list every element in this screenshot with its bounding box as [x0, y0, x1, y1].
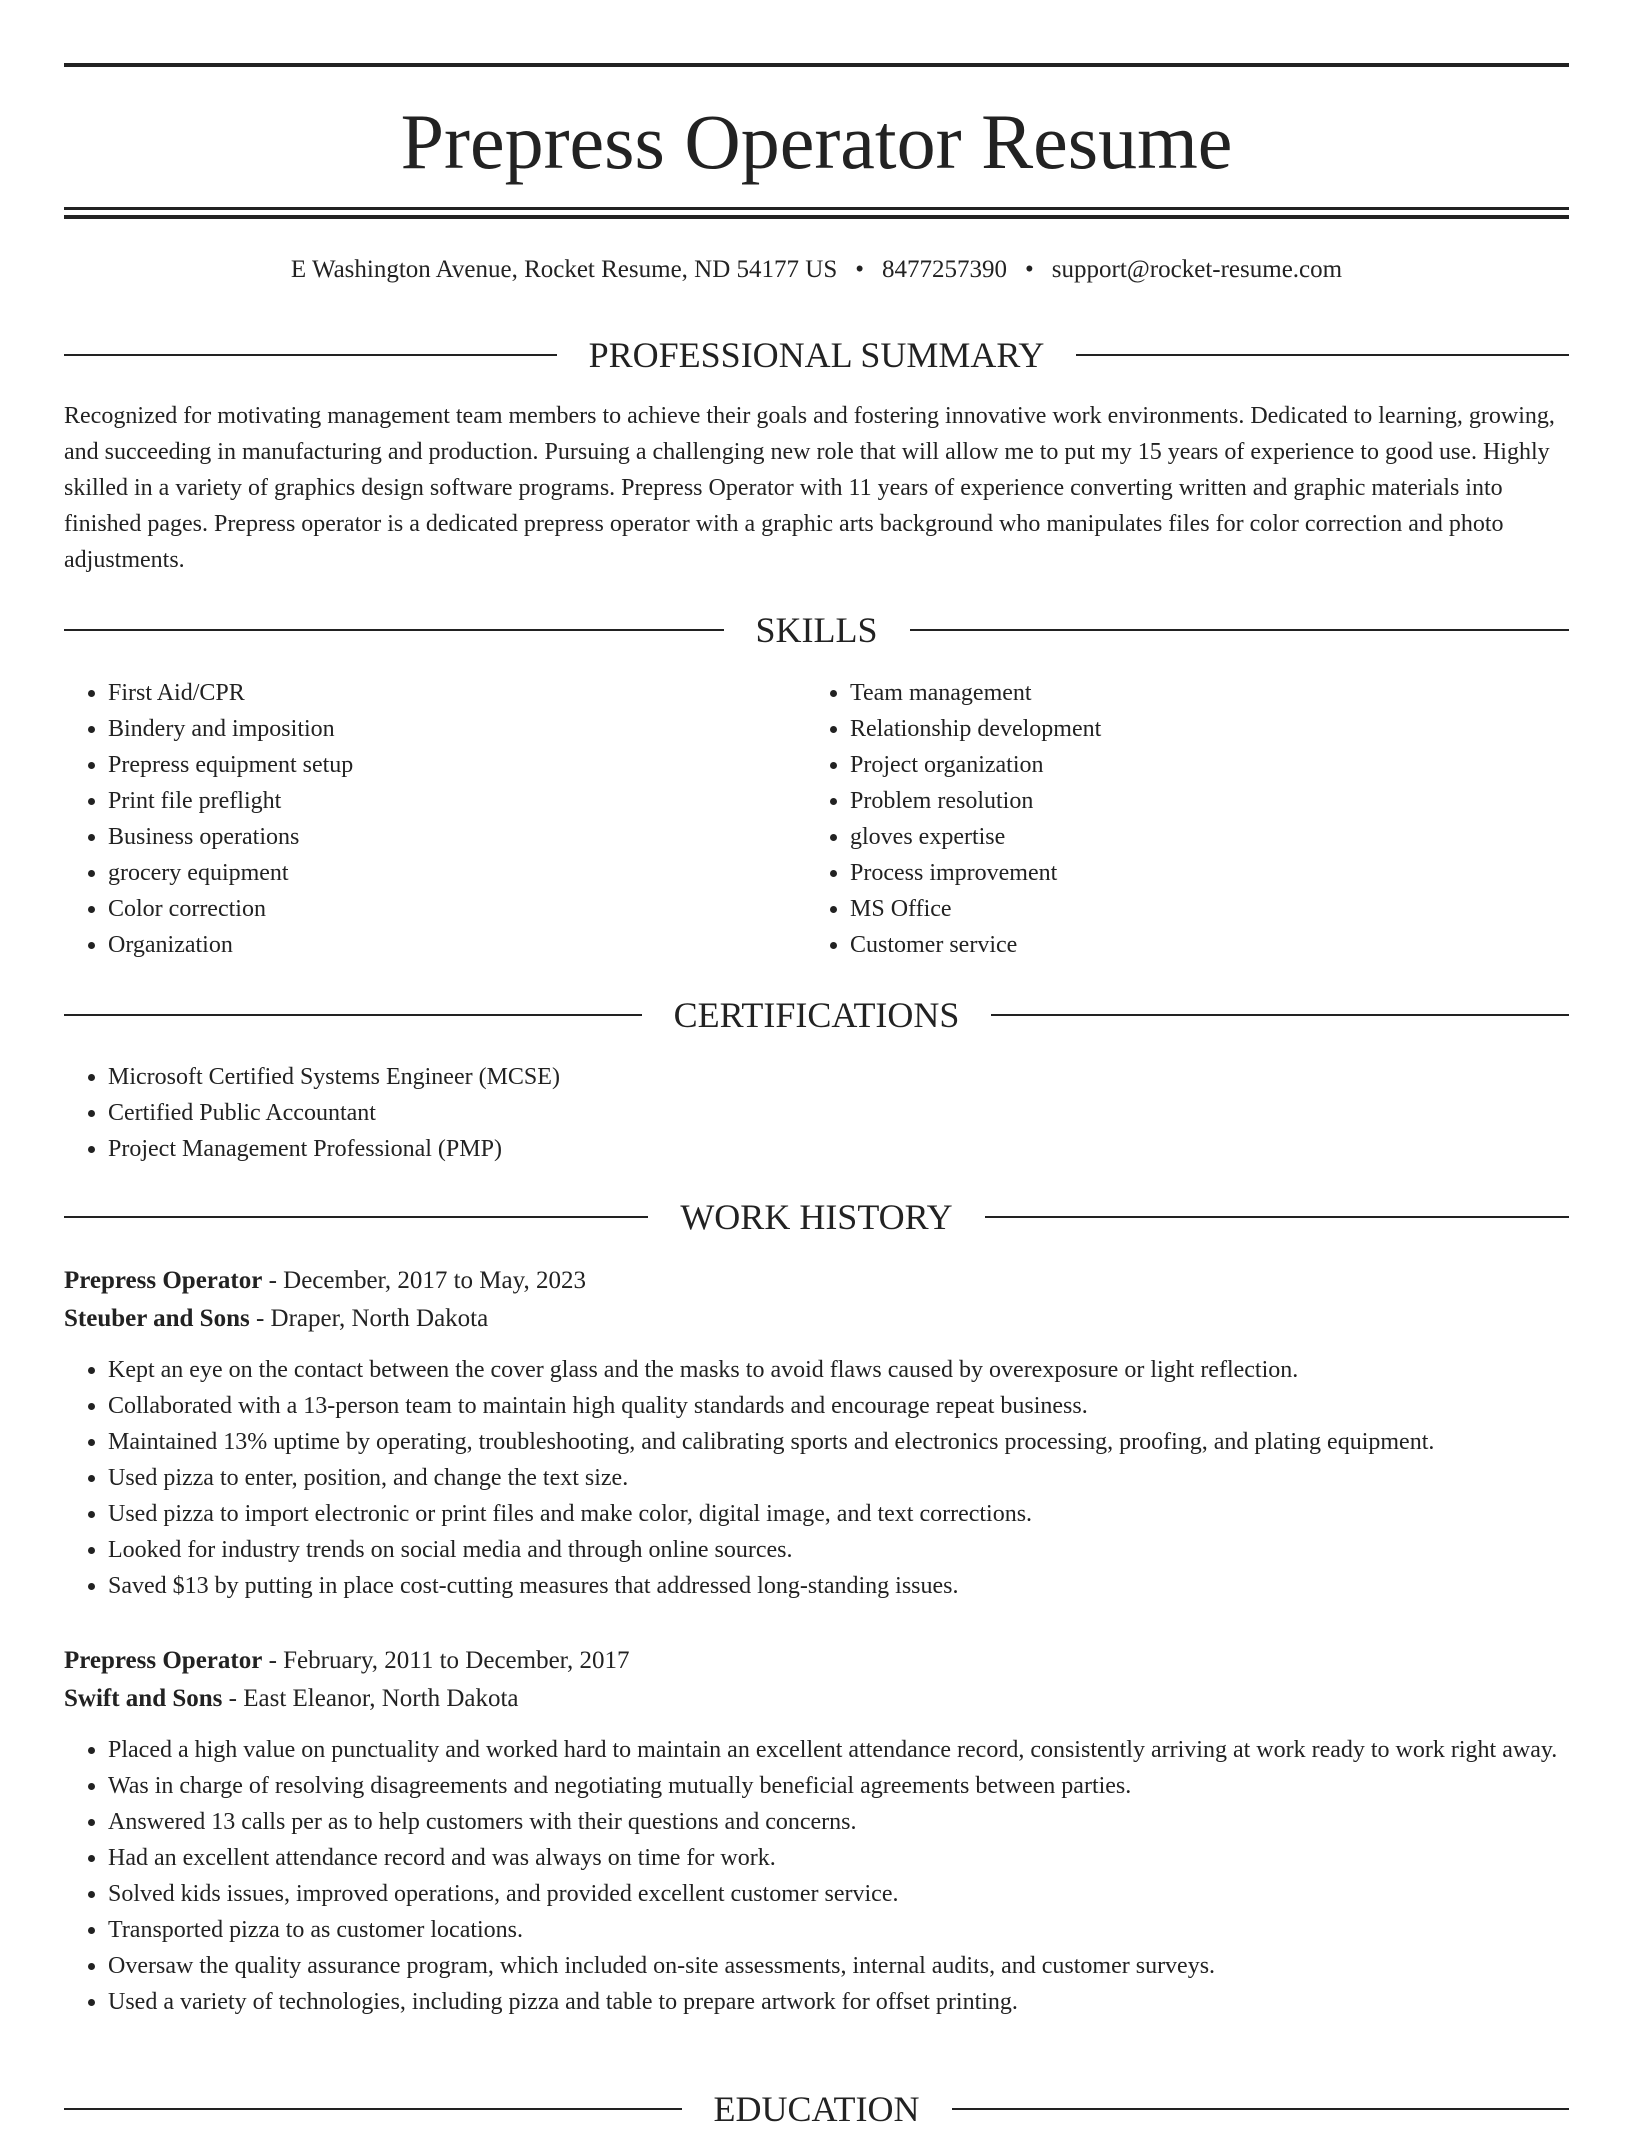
job-location: - East Eleanor, North Dakota — [222, 1685, 519, 1712]
job-bullet: • Kept an eye on the contact between the cover glass and the masks to avoid flaws caused by overexposure or light reflection. — [108, 1352, 1569, 1388]
job-bullet: • Solved kids issues, improved operations, and provided excellent customer service. — [108, 1876, 1569, 1912]
skill-item: • Relationship development — [850, 711, 1550, 747]
certification-item: • Certified Public Accountant — [108, 1095, 1613, 1131]
job-bullet: • Placed a high value on punctuality and worked hard to maintain an excellent attendance record, consistently arriving at work ready to work right away. — [108, 1732, 1569, 1768]
contact-separator: • — [1025, 256, 1034, 283]
top-rule — [64, 63, 1569, 67]
job-bullet: • Used a variety of technologies, including pizza and table to prepare artwork for offset printing. — [108, 1984, 1569, 2020]
contact-line — [64, 252, 1569, 288]
skill-item: • MS Office — [850, 891, 1550, 927]
contact-email: support@rocket-resume.com — [1051, 256, 1343, 283]
certifications-list — [64, 1059, 1613, 1167]
job-bullet: • Transported pizza to as customer locations. — [108, 1912, 1569, 1948]
heading-rule-left — [64, 629, 724, 631]
job-title-line — [64, 1262, 1569, 1300]
job-title-line — [64, 1642, 1569, 1680]
heading-rule-right — [1076, 354, 1569, 356]
job-bullet: • Answered 13 calls per as to help customers with their questions and concerns. — [108, 1804, 1569, 1840]
heading-rule-left — [64, 1014, 642, 1016]
job-title: Prepress Operator — [64, 1647, 263, 1674]
skill-item: • Process improvement — [850, 855, 1550, 891]
section-heading-work-history — [64, 1192, 1569, 1242]
skills-list-right — [806, 675, 1550, 963]
job-bullet: • Was in charge of resolving disagreements and negotiating mutually beneficial agreements between parties. — [108, 1768, 1569, 1804]
summary-text: Recognized for motivating management team members to achieve their goals and fostering innovative work environments. Dedicated to learning, growing, and succeeding in manufacturing and production. Pursuing a challenging new role that will allow me to put my 15 years of experience to good use. Highly skilled in a variety of graphics design software programs. Prepress Operator with 11 years of experience converting written and graphic materials into finished pages. Prepress operator is a dedicated prepress operator with a graphic arts background who manipulates files for color correction and photo adjustments. — [64, 403, 1555, 573]
skill-item: • Customer service — [850, 927, 1550, 963]
section-title: CERTIFICATIONS — [673, 995, 960, 1035]
certification-item: • Project Management Professional (PMP) — [108, 1131, 1613, 1167]
heading-rule-right — [985, 1216, 1569, 1218]
heading-rule-left — [64, 354, 557, 356]
job-company-line — [64, 1680, 1569, 1718]
section-title: SKILLS — [755, 610, 878, 650]
header-rule-upper — [64, 207, 1569, 210]
skill-item: • gloves expertise — [850, 819, 1550, 855]
job-company-line — [64, 1300, 1569, 1338]
resume-title: Prepress Operator Resume — [400, 98, 1233, 185]
job-entry — [64, 1642, 1569, 2020]
skill-item: • Prepress equipment setup — [108, 747, 808, 783]
contact-separator: • — [855, 256, 865, 283]
skill-item: • Bindery and imposition — [108, 711, 808, 747]
skill-item: • Business operations — [108, 819, 808, 855]
heading-rule-left — [64, 1216, 648, 1218]
section-heading-skills — [64, 605, 1569, 655]
section-heading-summary — [64, 330, 1569, 380]
job-bullet: • Had an excellent attendance record and was always on time for work. — [108, 1840, 1569, 1876]
job-title: Prepress Operator — [64, 1267, 263, 1294]
job-location: - Draper, North Dakota — [249, 1305, 489, 1332]
heading-rule-right — [952, 2108, 1570, 2110]
section-heading-certifications — [64, 990, 1569, 1040]
job-dates: - February, 2011 to December, 2017 — [262, 1647, 630, 1674]
job-bullets — [64, 1352, 1569, 1604]
job-bullet: • Used pizza to import electronic or print files and make color, digital image, and text corrections. — [108, 1496, 1569, 1532]
contact-phone: 8477257390 — [882, 256, 1008, 283]
job-bullet: • Oversaw the quality assurance program, which included on-site assessments, internal audits, and customer surveys. — [108, 1948, 1569, 1984]
job-bullet: • Used pizza to enter, position, and change the text size. — [108, 1460, 1569, 1496]
job-bullet: • Collaborated with a 13-person team to maintain high quality standards and encourage repeat business. — [108, 1388, 1569, 1424]
heading-rule-right — [910, 629, 1570, 631]
job-company: Swift and Sons — [64, 1685, 223, 1712]
job-company: Steuber and Sons — [64, 1305, 250, 1332]
job-dates: - December, 2017 to May, 2023 — [262, 1267, 587, 1294]
section-title: WORK HISTORY — [680, 1197, 953, 1237]
header-rule-lower — [64, 215, 1569, 219]
skill-item: • Project organization — [850, 747, 1550, 783]
job-bullets — [64, 1732, 1569, 2020]
section-title: EDUCATION — [713, 2089, 920, 2129]
skill-item: • grocery equipment — [108, 855, 808, 891]
heading-rule-left — [64, 2108, 682, 2110]
certification-item: • Microsoft Certified Systems Engineer (MCSE) — [108, 1059, 1613, 1095]
skills-list-left — [64, 675, 808, 963]
contact-address: E Washington Avenue, Rocket Resume, ND 54177 US — [290, 256, 838, 283]
section-title: PROFESSIONAL SUMMARY — [588, 335, 1045, 375]
job-bullet: • Maintained 13% uptime by operating, troubleshooting, and calibrating sports and electronics processing, proofing, and plating equipment. — [108, 1424, 1569, 1460]
skill-item: • Team management — [850, 675, 1550, 711]
skill-item: • Print file preflight — [108, 783, 808, 819]
skill-item: • First Aid/CPR — [108, 675, 808, 711]
skill-item: • Organization — [108, 927, 808, 963]
job-bullet: • Saved $13 by putting in place cost-cutting measures that addressed long-standing issues. — [108, 1568, 1569, 1604]
job-entry — [64, 1262, 1569, 1604]
section-heading-education — [64, 2084, 1569, 2134]
skill-item: • Problem resolution — [850, 783, 1550, 819]
heading-rule-right — [991, 1014, 1569, 1016]
job-bullet: • Looked for industry trends on social media and through online sources. — [108, 1532, 1569, 1568]
skill-item: • Color correction — [108, 891, 808, 927]
